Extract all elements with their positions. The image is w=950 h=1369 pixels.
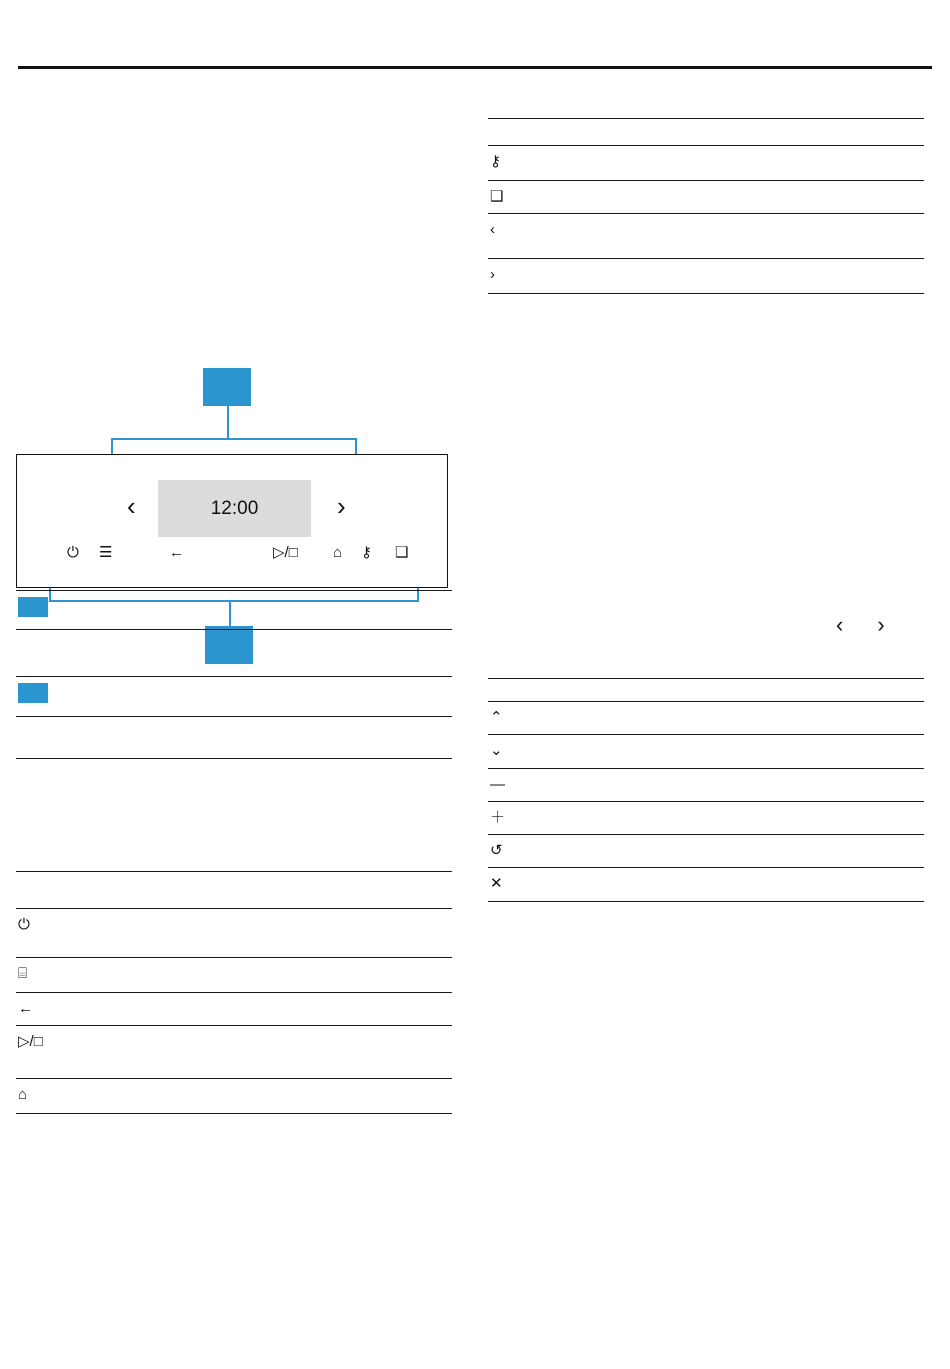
legend-swatch-1-cell	[16, 591, 66, 630]
callout-swatch-icon	[18, 597, 48, 617]
table-row	[16, 1079, 452, 1114]
minus-icon: —	[488, 768, 538, 801]
panel-back-arrow-icon[interactable]: ←	[169, 544, 184, 561]
table-row	[488, 835, 924, 868]
row-text	[66, 993, 452, 1026]
row-text	[538, 181, 924, 214]
panel-power-icon[interactable]: ⏻	[67, 544, 79, 561]
row-text	[538, 768, 924, 801]
row-icon-cell	[488, 119, 538, 146]
spacer-row	[16, 630, 452, 677]
plus-icon: ＋	[488, 801, 538, 834]
chevron-right-icon: ›	[488, 259, 538, 294]
door-icon: ❑	[488, 181, 538, 214]
row-text	[66, 909, 452, 958]
start-stop-icon: ▷/□	[16, 1026, 66, 1079]
close-icon: ✕	[488, 868, 538, 901]
table-row	[16, 591, 452, 630]
table-row	[488, 181, 924, 214]
panel-alarm-bell-icon[interactable]: ⌂	[333, 544, 343, 561]
table-row	[16, 909, 452, 958]
row-icon-cell	[16, 872, 66, 909]
microwave-icon: ⌸	[16, 958, 66, 993]
row-text	[66, 872, 452, 909]
row-text	[538, 214, 924, 259]
control-panel	[16, 454, 448, 588]
panel-chevron-right-icon[interactable]: ›	[337, 491, 346, 521]
row-icon-cell	[16, 759, 66, 872]
table-row	[488, 146, 924, 181]
row-text	[538, 735, 924, 768]
table-row	[488, 735, 924, 768]
row-text	[538, 835, 924, 868]
panel-chevron-left-icon[interactable]: ‹	[127, 491, 136, 521]
right-controls-table	[488, 118, 924, 294]
table-row	[488, 768, 924, 801]
table-row	[488, 679, 924, 702]
row-text	[66, 1079, 452, 1114]
row-text	[538, 801, 924, 834]
table-row	[16, 677, 452, 716]
right-top-table-wrapper	[488, 118, 924, 294]
table-row	[488, 259, 924, 294]
legend-table	[16, 590, 452, 717]
row-text	[66, 958, 452, 993]
table-row	[488, 119, 924, 146]
key-lock-icon: ⚷	[488, 146, 538, 181]
table-row	[488, 868, 924, 901]
panel-icon-row	[17, 545, 449, 573]
table-row	[16, 1026, 452, 1079]
left-table-wrapper	[16, 758, 452, 1114]
chevron-right-icon[interactable]: ›	[877, 612, 885, 637]
callout-marker-1	[203, 368, 251, 406]
header-rule	[18, 66, 932, 69]
row-text	[538, 679, 924, 702]
table-row	[16, 759, 452, 872]
row-text	[66, 759, 452, 872]
leader-line-top-bracket	[111, 438, 357, 440]
back-arrow-icon: ←	[16, 993, 66, 1026]
alarm-bell-icon: ⌂	[16, 1079, 66, 1114]
controls-table	[16, 758, 452, 1114]
right-bottom-table-wrapper	[488, 678, 924, 902]
panel-door-light-icon[interactable]: ❑	[395, 544, 409, 561]
row-text	[66, 1026, 452, 1079]
panel-key-lock-icon[interactable]: ⚷	[361, 544, 372, 561]
callout-swatch-icon	[18, 683, 48, 703]
legend-text-2	[66, 677, 452, 716]
row-icon-cell	[488, 679, 538, 702]
panel-start-stop-icon[interactable]: ▷/□	[273, 544, 298, 561]
row-text	[538, 259, 924, 294]
navigation-icons-table	[488, 678, 924, 902]
row-text	[538, 119, 924, 146]
power-icon: ⏻	[16, 909, 66, 958]
chevron-down-icon: ⌄	[488, 735, 538, 768]
table-row	[488, 801, 924, 834]
table-row	[16, 993, 452, 1026]
chevron-left-icon: ‹	[488, 214, 538, 259]
reset-icon: ↺	[488, 835, 538, 868]
row-text	[538, 146, 924, 181]
row-text	[538, 702, 924, 735]
chevron-left-icon[interactable]: ‹	[836, 612, 844, 637]
table-row	[16, 872, 452, 909]
legend-swatch-2-cell	[16, 677, 66, 716]
table-row	[16, 958, 452, 993]
table-row	[488, 214, 924, 259]
panel-display: 12:00	[158, 480, 311, 537]
appliance-diagram	[8, 96, 452, 586]
chevron-up-icon: ⌃	[488, 702, 538, 735]
legend-text-1	[66, 591, 452, 630]
table-row	[488, 702, 924, 735]
floating-chevrons	[836, 612, 916, 638]
leader-line-top-stem	[227, 406, 229, 440]
legend-table-wrapper	[16, 590, 452, 717]
panel-menu-icon[interactable]: ☰	[99, 544, 113, 561]
row-text	[538, 868, 924, 901]
